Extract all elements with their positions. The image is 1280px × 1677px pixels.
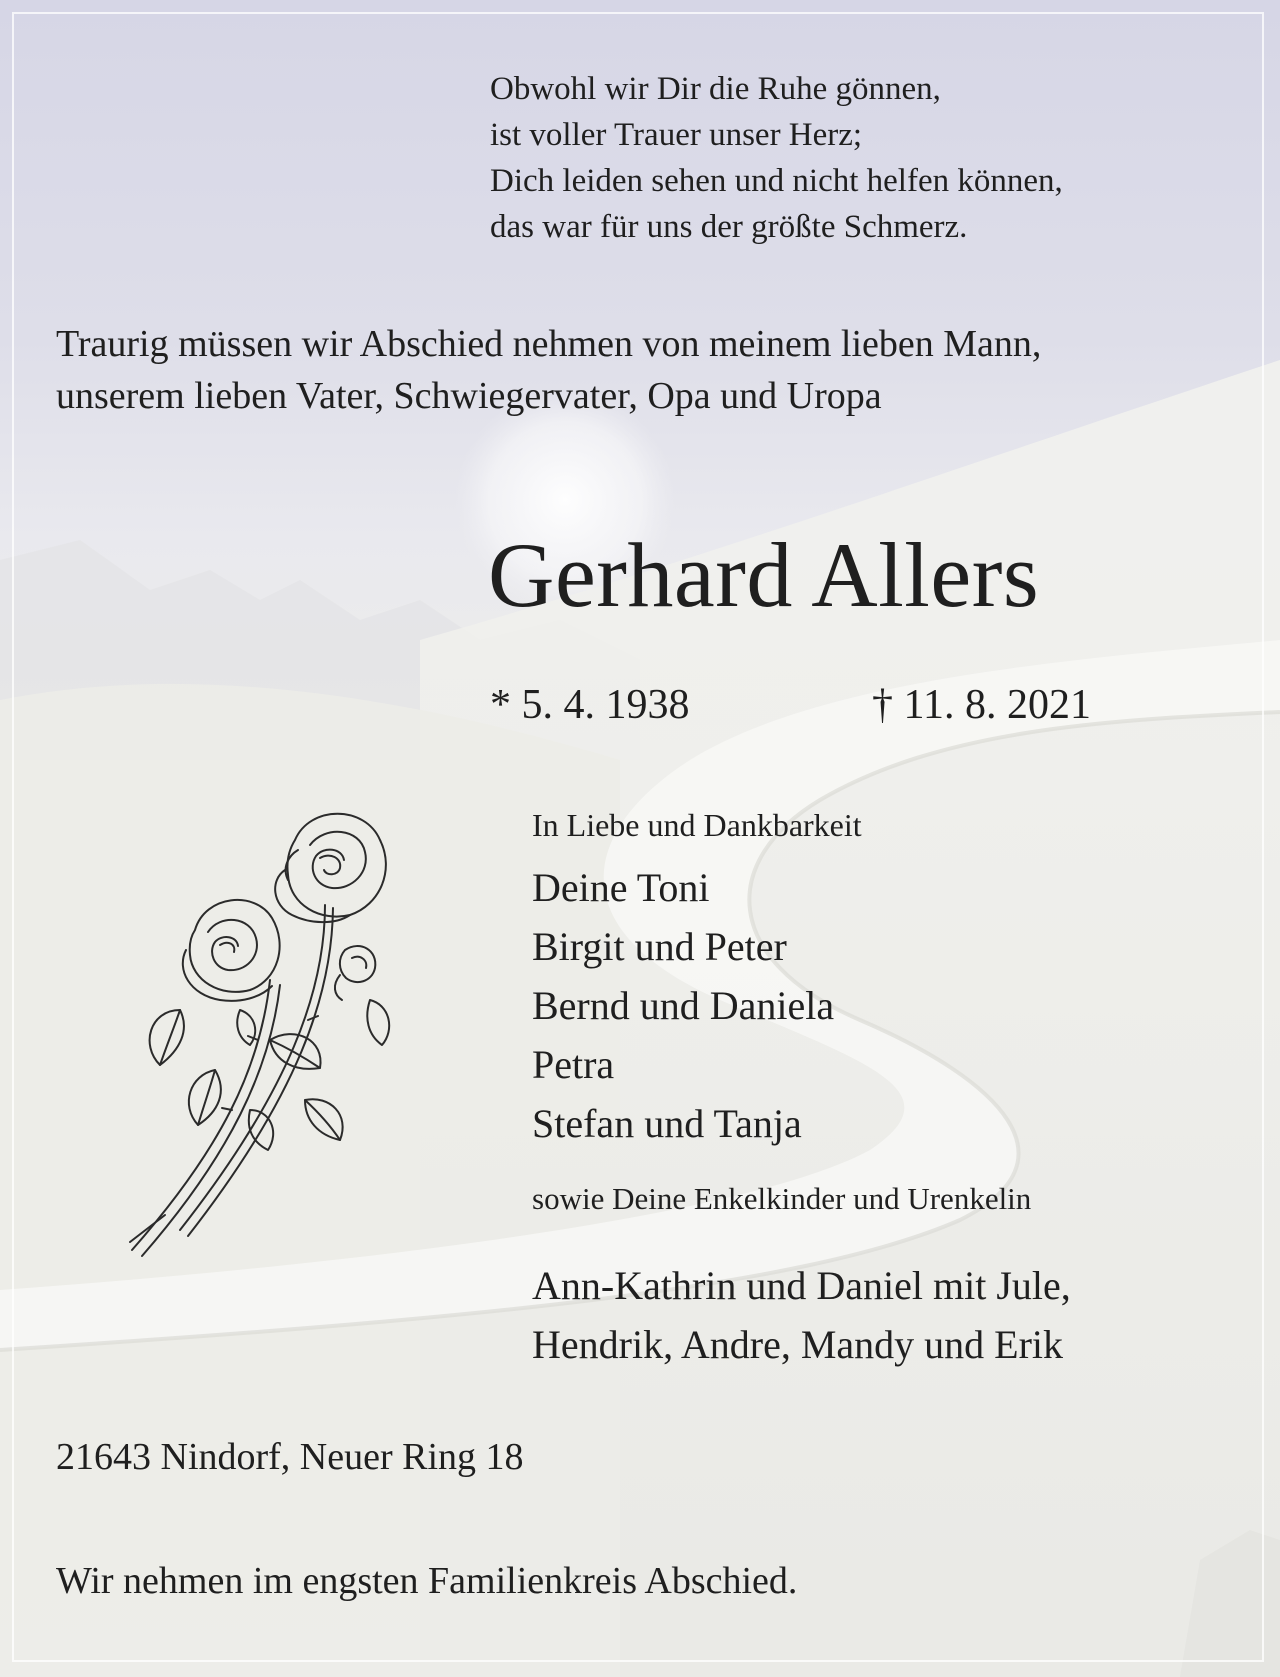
family-member: Petra <box>532 1042 615 1087</box>
poem-line: ist voller Trauer unser Herz; <box>490 117 863 153</box>
rose-drawing-icon <box>120 810 430 1260</box>
mourners-intro: In Liebe und Dankbarkeit <box>532 807 862 843</box>
grandchildren-list <box>532 1256 1071 1374</box>
poem <box>490 66 1063 250</box>
poem-line: Dich leiden sehen und nicht helfen können, <box>490 163 1063 199</box>
family-member: Deine Toni <box>532 865 710 910</box>
grandchildren-line: Hendrik, Andre, Mandy und Erik <box>532 1322 1064 1367</box>
death-date: † 11. 8. 2021 <box>872 682 1091 728</box>
grandchildren-line: Ann-Kathrin und Daniel mit Jule, <box>532 1263 1071 1308</box>
address: 21643 Nindorf, Neuer Ring 18 <box>56 1436 524 1478</box>
family-member: Stefan und Tanja <box>532 1101 802 1146</box>
birth-date: * 5. 4. 1938 <box>490 682 690 728</box>
intro-line: unserem lieben Vater, Schwiegervater, Opa und Uropa <box>56 375 882 417</box>
poem-line: das war für uns der größte Schmerz. <box>490 209 968 245</box>
family-list <box>532 858 834 1153</box>
intro-line: Traurig müssen wir Abschied nehmen von meinem lieben Mann, <box>56 323 1042 365</box>
poem-line: Obwohl wir Dir die Ruhe gönnen, <box>490 71 941 107</box>
grandchildren-intro: sowie Deine Enkelkinder und Urenkelin <box>532 1181 1032 1216</box>
family-member: Birgit und Peter <box>532 924 787 969</box>
deceased-name: Gerhard Allers <box>488 524 1040 626</box>
intro-text <box>56 318 1041 422</box>
closing-note: Wir nehmen im engsten Familienkreis Abschied. <box>56 1560 798 1602</box>
family-member: Bernd und Daniela <box>532 983 835 1028</box>
